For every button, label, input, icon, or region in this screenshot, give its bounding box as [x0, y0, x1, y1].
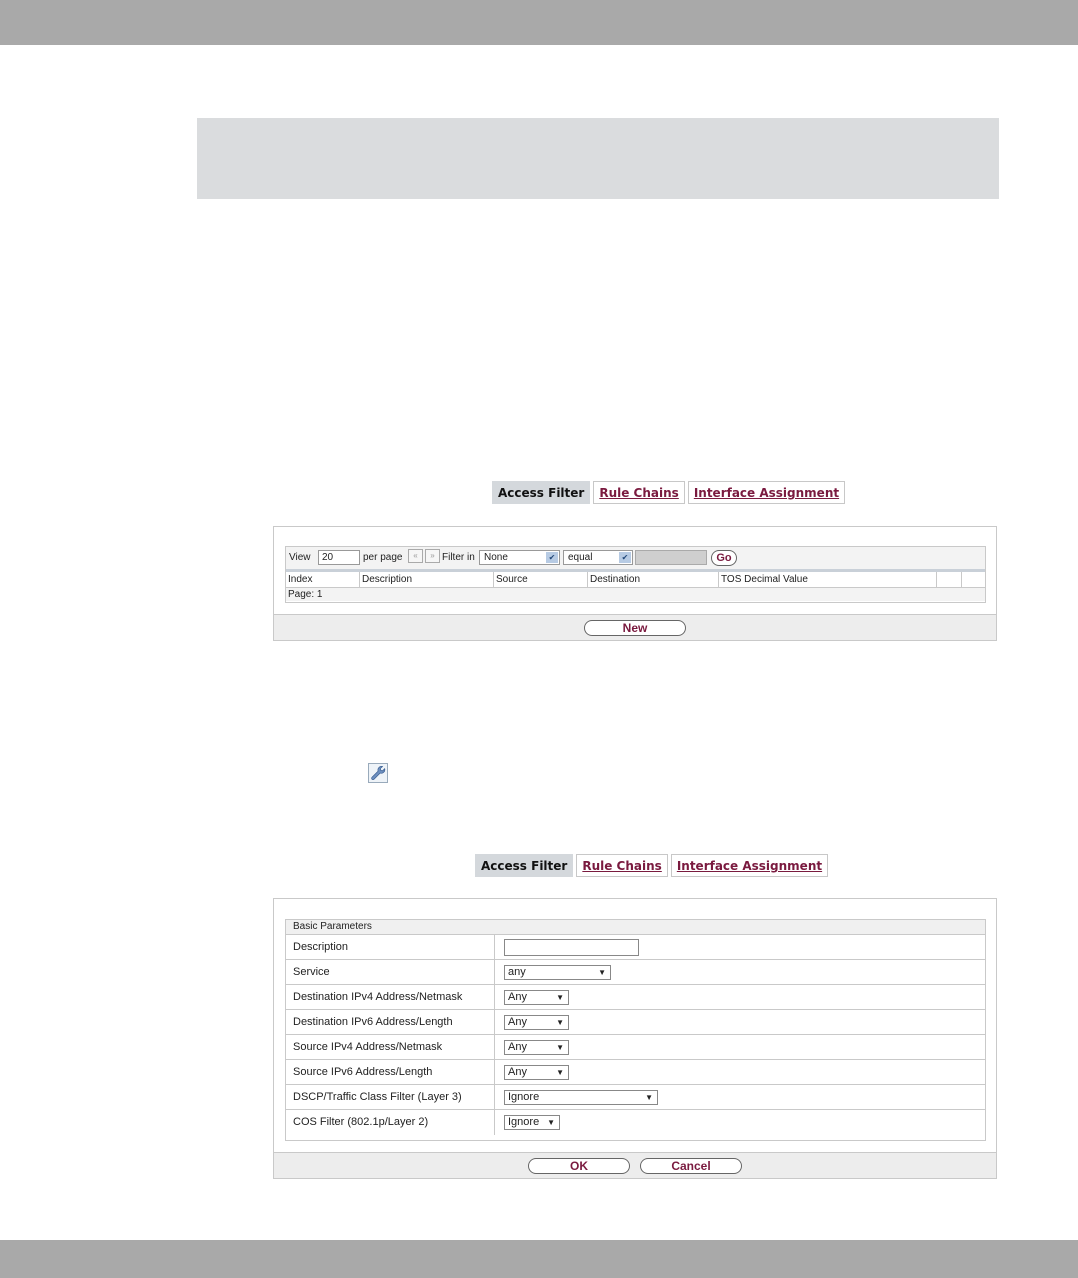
- chevron-down-icon: ▼: [556, 1043, 564, 1052]
- row-service: [286, 960, 985, 985]
- column-destination[interactable]: Destination: [588, 572, 719, 587]
- access-filter-form-panel: [273, 898, 997, 1179]
- per-page-input[interactable]: 20: [318, 550, 360, 565]
- source-ipv4-value: Any: [508, 1041, 527, 1053]
- destination-ipv4-label: Destination IPv4 Address/Netmask: [286, 985, 495, 1009]
- row-description: [286, 935, 985, 960]
- source-ipv6-select[interactable]: [504, 1065, 569, 1080]
- column-tos-decimal-value[interactable]: TOS Decimal Value: [719, 572, 937, 587]
- filter-value-input[interactable]: [635, 550, 707, 565]
- chevron-down-icon: ✔: [546, 552, 558, 563]
- column-index[interactable]: Index: [286, 572, 360, 587]
- filter-operator-value: equal: [568, 552, 593, 563]
- tab-rule-chains[interactable]: Rule Chains: [576, 854, 667, 877]
- cos-filter-label: COS Filter (802.1p/Layer 2): [286, 1110, 495, 1135]
- row-dscp-filter: [286, 1085, 985, 1110]
- service-label: Service: [286, 960, 495, 984]
- per-page-label: per page: [363, 552, 403, 563]
- column-delete: [962, 572, 985, 587]
- dscp-filter-select[interactable]: [504, 1090, 658, 1105]
- tab-interface-assignment[interactable]: Interface Assignment: [688, 481, 845, 504]
- row-destination-ipv4: [286, 985, 985, 1010]
- cos-filter-value: Ignore: [508, 1116, 540, 1128]
- top-bar: [0, 0, 1078, 45]
- destination-ipv6-value: Any: [508, 1016, 527, 1028]
- tab-access-filter[interactable]: Access Filter: [492, 481, 590, 504]
- tab-bar-top: [492, 481, 845, 504]
- go-button[interactable]: Go: [711, 550, 737, 566]
- source-ipv4-select[interactable]: [504, 1040, 569, 1055]
- table-header: [286, 572, 985, 588]
- column-source[interactable]: Source: [494, 572, 588, 587]
- filter-field-value: None: [484, 552, 508, 563]
- tab-rule-chains[interactable]: Rule Chains: [593, 481, 684, 504]
- column-description[interactable]: Description: [360, 572, 494, 587]
- new-button[interactable]: New: [584, 620, 686, 636]
- chevron-down-icon: ▼: [645, 1093, 653, 1102]
- header-banner: [197, 118, 999, 199]
- tab-interface-assignment[interactable]: Interface Assignment: [671, 854, 828, 877]
- filter-operator-select[interactable]: [563, 550, 633, 565]
- chevron-down-icon: ✔: [619, 552, 631, 563]
- list-table: [285, 546, 986, 603]
- ok-button[interactable]: OK: [528, 1158, 630, 1174]
- source-ipv4-label: Source IPv4 Address/Netmask: [286, 1035, 495, 1059]
- page-indicator: Page: 1: [286, 588, 985, 601]
- filter-field-select[interactable]: [479, 550, 560, 565]
- basic-parameters-section: [285, 919, 986, 1141]
- section-title: Basic Parameters: [286, 920, 985, 935]
- row-destination-ipv6: [286, 1010, 985, 1035]
- cos-filter-select[interactable]: [504, 1115, 560, 1130]
- next-page-button[interactable]: »: [425, 549, 440, 563]
- destination-ipv4-select[interactable]: [504, 990, 569, 1005]
- column-edit: [937, 572, 962, 587]
- access-filter-list-panel: [273, 526, 997, 641]
- wrench-icon[interactable]: [368, 763, 388, 783]
- form-rows: [286, 935, 985, 1140]
- prev-page-button[interactable]: «: [408, 549, 423, 563]
- bottom-bar: [0, 1240, 1078, 1278]
- form-footer: [274, 1152, 996, 1178]
- description-input[interactable]: [504, 939, 639, 956]
- tab-bar-bottom: [475, 854, 828, 877]
- service-select[interactable]: [504, 965, 611, 980]
- filter-in-label: Filter in: [442, 552, 475, 563]
- chevron-down-icon: ▼: [556, 993, 564, 1002]
- dscp-filter-label: DSCP/Traffic Class Filter (Layer 3): [286, 1085, 495, 1109]
- list-footer: [274, 614, 996, 640]
- source-ipv6-value: Any: [508, 1066, 527, 1078]
- destination-ipv4-value: Any: [508, 991, 527, 1003]
- cancel-button[interactable]: Cancel: [640, 1158, 742, 1174]
- tab-access-filter[interactable]: Access Filter: [475, 854, 573, 877]
- description-label: Description: [286, 935, 495, 959]
- view-label: View: [289, 552, 311, 563]
- destination-ipv6-label: Destination IPv6 Address/Length: [286, 1010, 495, 1034]
- destination-ipv6-select[interactable]: [504, 1015, 569, 1030]
- row-cos-filter: [286, 1110, 985, 1135]
- chevron-down-icon: ▼: [598, 968, 606, 977]
- dscp-filter-value: Ignore: [508, 1091, 540, 1103]
- service-value: any: [508, 966, 526, 978]
- chevron-down-icon: ▼: [556, 1068, 564, 1077]
- chevron-down-icon: ▼: [556, 1018, 564, 1027]
- chevron-down-icon: ▼: [547, 1118, 555, 1127]
- source-ipv6-label: Source IPv6 Address/Length: [286, 1060, 495, 1084]
- list-toolbar: [286, 547, 985, 572]
- row-source-ipv4: [286, 1035, 985, 1060]
- row-source-ipv6: [286, 1060, 985, 1085]
